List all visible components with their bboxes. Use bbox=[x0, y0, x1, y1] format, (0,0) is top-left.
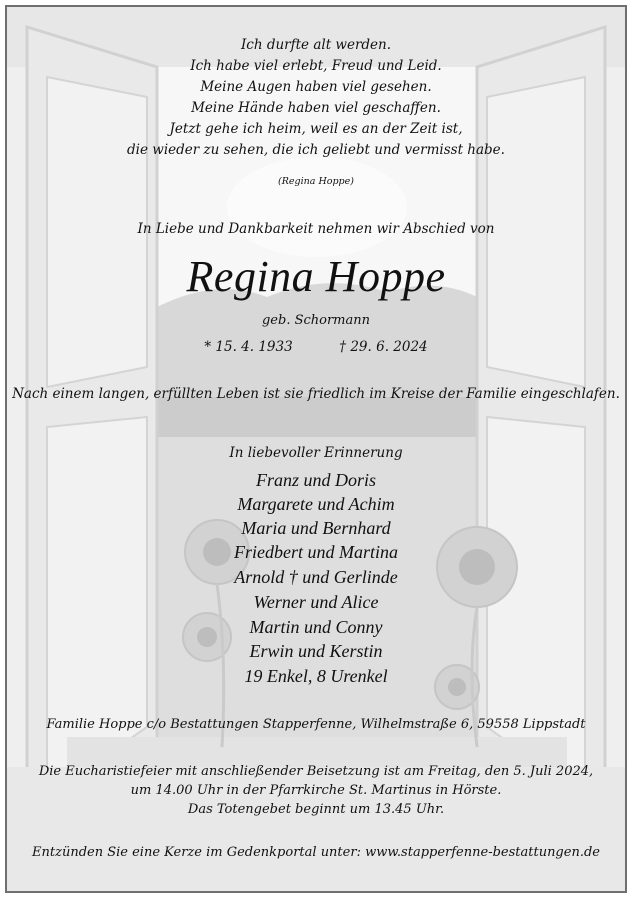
mourner-line: Friedbert und Martina bbox=[234, 542, 398, 562]
maiden-name: geb. Schormann bbox=[261, 313, 371, 328]
address-line: Familie Hoppe c/o Bestattungen Stapperfenne, Wilhelmstraße 6, 59558 Lippstadt bbox=[46, 717, 586, 732]
mourner-line: Werner und Alice bbox=[253, 592, 379, 612]
poem-line: Jetzt gehe ich heim, weil es an der Zeit ist, bbox=[169, 121, 463, 137]
mourner-line: Martin und Conny bbox=[249, 617, 383, 637]
poem-line: Ich habe viel erlebt, Freud und Leid. bbox=[190, 58, 442, 74]
farewell-text: In Liebe und Dankbarkeit nehmen wir Abschied von bbox=[137, 221, 495, 237]
service-line: Das Totengebet beginnt um 13.45 Uhr. bbox=[187, 802, 445, 817]
deceased-name: Regina Hoppe bbox=[186, 252, 446, 301]
birth-date: * 15. 4. 1933 bbox=[204, 339, 293, 355]
statement-text: Nach einem langen, erfüllten Leben ist sie friedlich im Kreise der Familie eingeschlafen. bbox=[12, 386, 620, 402]
service-line: Die Eucharistiefeier mit anschließender Beisetzung ist am Freitag, den 5. Juli 2024, bbox=[38, 764, 594, 779]
poem-line: Meine Augen haben viel gesehen. bbox=[200, 79, 432, 95]
life-dates bbox=[7, 339, 625, 355]
poem-author: (Regina Hoppe) bbox=[278, 176, 354, 187]
notice-frame bbox=[5, 5, 627, 893]
poem-line: Meine Hände haben viel geschaffen. bbox=[191, 100, 441, 116]
poem-line: die wieder zu sehen, die ich geliebt und vermisst habe. bbox=[127, 142, 505, 158]
portal-line: Entzünden Sie eine Kerze im Gedenkportal unter: www.stapperfenne-bestattungen.de bbox=[32, 845, 600, 860]
death-date: † 29. 6. 2024 bbox=[339, 339, 428, 355]
memory-heading: In liebevoller Erinnerung bbox=[229, 445, 403, 461]
mourner-line: Margarete und Achim bbox=[237, 494, 395, 514]
mourner-line: Erwin und Kerstin bbox=[249, 641, 383, 661]
grandchildren-line: 19 Enkel, 8 Urenkel bbox=[244, 666, 388, 686]
mourner-line: Arnold † und Gerlinde bbox=[234, 567, 398, 587]
poem-line: Ich durfte alt werden. bbox=[240, 37, 392, 53]
mourner-line: Maria und Bernhard bbox=[241, 518, 391, 538]
mourner-line: Franz und Doris bbox=[255, 470, 376, 490]
notice-content bbox=[7, 7, 625, 891]
service-line: um 14.00 Uhr in der Pfarrkirche St. Martinus in Hörste. bbox=[130, 783, 502, 798]
